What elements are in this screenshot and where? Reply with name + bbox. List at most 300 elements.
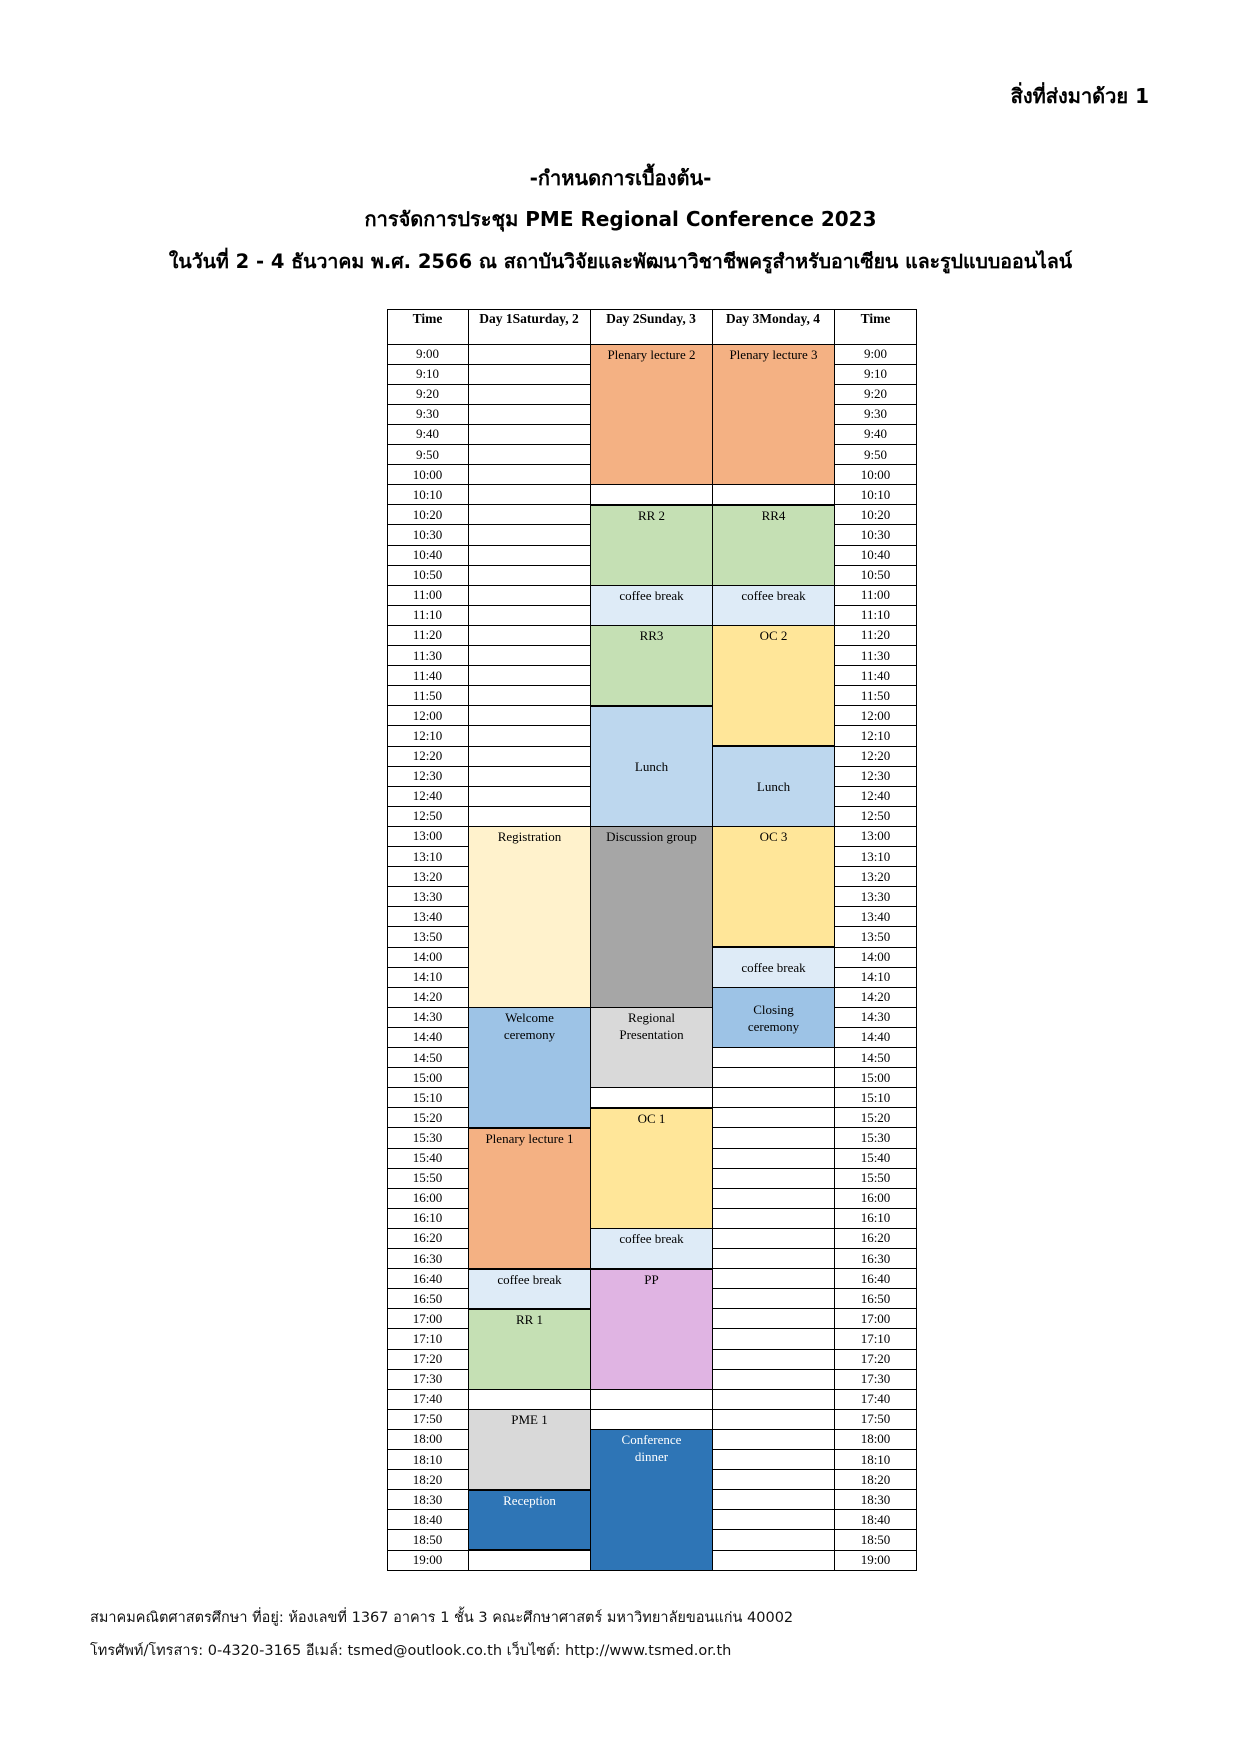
time-label: 14:10	[412, 969, 443, 985]
footer-contact: โทรศัพท์/โทรสาร: 0-4320-3165 อีเมล์: tsmed@outlook.co.th เว็บไซต์: http://www.tsmed.or.th	[90, 1643, 732, 1659]
time-cell-right	[834, 1550, 917, 1570]
time-cell-left	[387, 1429, 468, 1449]
event-label: coffee break	[619, 588, 684, 604]
time-cell-right	[834, 384, 917, 404]
time-label: 9:10	[863, 366, 888, 382]
time-label: 18:30	[412, 1491, 443, 1507]
time-cell-left	[387, 485, 468, 505]
time-label: 11:40	[860, 667, 891, 683]
time-label: 10:20	[860, 506, 891, 522]
time-label: 14:10	[860, 969, 891, 985]
event-label: ceremony	[747, 1018, 800, 1034]
time-label: 13:10	[412, 848, 443, 864]
time-cell-left	[387, 625, 468, 645]
time-label: 9:50	[863, 446, 888, 462]
time-cell-right	[834, 806, 917, 826]
time-cell-left	[387, 867, 468, 887]
header-time-left	[387, 309, 468, 344]
time-cell-right	[834, 1530, 917, 1550]
time-label: 17:10	[860, 1330, 891, 1346]
event-block	[712, 585, 835, 626]
time-cell-left	[387, 1369, 468, 1389]
footer	[90, 1602, 793, 1668]
time-cell-left	[387, 1108, 468, 1128]
time-label: 14:30	[412, 1009, 443, 1025]
time-cell-left	[387, 1490, 468, 1510]
time-label: 13:40	[860, 908, 891, 924]
time-cell-right	[834, 625, 917, 645]
event-label: Presentation	[619, 1027, 684, 1043]
time-label: 12:20	[860, 748, 891, 763]
time-label: 17:20	[860, 1351, 891, 1366]
time-label: 15:20	[860, 1109, 891, 1125]
event-label: Conference	[621, 1432, 682, 1448]
time-cell-left	[387, 746, 468, 766]
time-cell-right	[834, 847, 917, 867]
time-cell-right	[834, 1148, 917, 1168]
event-block	[712, 947, 835, 988]
time-cell-right	[834, 545, 917, 565]
time-label: 17:50	[412, 1411, 443, 1427]
time-cell-right	[834, 967, 917, 987]
time-label: 14:40	[412, 1029, 443, 1045]
time-cell-right	[834, 605, 917, 625]
time-label: 16:30	[412, 1250, 443, 1266]
time-label: 13:50	[860, 928, 891, 944]
time-cell-left	[387, 424, 468, 444]
time-label: 14:30	[860, 1009, 891, 1025]
event-label: coffee break	[619, 1231, 684, 1247]
time-label: 14:50	[412, 1049, 443, 1065]
time-cell-left	[387, 927, 468, 947]
time-label: 9:30	[415, 406, 440, 422]
time-label: 12:10	[412, 727, 443, 743]
event-label: Regional	[628, 1010, 675, 1026]
event-label: Plenary lecture 2	[607, 347, 696, 362]
time-cell-right	[834, 1510, 917, 1530]
time-cell-left	[387, 887, 468, 907]
time-cell-left	[387, 1550, 468, 1570]
time-label: 11:20	[860, 627, 891, 643]
time-label: 14:00	[860, 949, 891, 964]
time-label: 12:30	[412, 768, 443, 784]
time-cell-right	[834, 666, 917, 686]
time-label: 18:50	[860, 1531, 891, 1547]
time-label: 16:10	[860, 1210, 891, 1226]
time-cell-left	[387, 826, 468, 846]
event-block	[468, 826, 591, 1007]
time-label: 15:40	[412, 1150, 443, 1165]
time-label: 19:00	[860, 1552, 891, 1567]
footer-address: สมาคมคณิตศาสตรศึกษา ที่อยู่: ห้องเลขที่ 1367 อาคาร 1 ชั้น 3 คณะศึกษาศาสตร์ มหาวิทยาลัยขอนแก่น 40002	[90, 1610, 794, 1626]
event-label: PME 1	[511, 1412, 548, 1428]
event-block	[468, 1128, 591, 1269]
time-cell-left	[387, 1128, 468, 1148]
time-cell-right	[834, 887, 917, 907]
time-cell-left	[387, 384, 468, 404]
time-label: 17:30	[860, 1371, 891, 1387]
time-label: 9:20	[863, 386, 888, 402]
event-block	[468, 1269, 591, 1310]
time-label: 18:00	[412, 1431, 443, 1447]
header-day2-line: Sunday, 3	[639, 311, 696, 326]
time-label: 14:50	[860, 1049, 891, 1065]
event-label: coffee break	[741, 588, 806, 604]
time-label: 10:30	[412, 526, 443, 542]
event-label: PP	[644, 1271, 659, 1287]
time-cell-left	[387, 1168, 468, 1188]
time-cell-right	[834, 867, 917, 887]
time-cell-left	[387, 1208, 468, 1228]
time-cell-left	[387, 1510, 468, 1530]
time-cell-left	[387, 1088, 468, 1108]
time-cell-right	[834, 1309, 917, 1329]
time-label: 9:10	[415, 366, 440, 382]
time-label: 12:30	[860, 768, 891, 784]
time-label: 10:20	[412, 506, 443, 522]
time-label: 15:10	[412, 1089, 443, 1105]
time-label: 11:50	[412, 687, 443, 703]
event-label: Welcome	[505, 1010, 554, 1026]
time-label: 15:40	[860, 1150, 891, 1165]
time-cell-left	[387, 565, 468, 585]
time-cell-left	[387, 646, 468, 666]
time-label: 15:00	[412, 1069, 443, 1085]
time-cell-left	[387, 706, 468, 726]
time-cell-left	[387, 967, 468, 987]
event-block	[590, 505, 713, 586]
time-label: 17:00	[860, 1310, 891, 1326]
time-label: 11:30	[412, 647, 443, 663]
time-cell-right	[834, 1128, 917, 1148]
time-label: 17:50	[860, 1411, 891, 1427]
time-label: 17:00	[412, 1310, 443, 1326]
time-label: 17:30	[412, 1371, 443, 1387]
header-time-right	[834, 309, 917, 344]
time-label: 18:30	[860, 1491, 891, 1507]
time-label: 9:00	[863, 346, 888, 361]
time-cell-left	[387, 1007, 468, 1027]
time-cell-right	[834, 1249, 917, 1269]
time-cell-left	[387, 786, 468, 806]
time-cell-left	[387, 1349, 468, 1369]
time-label: 9:40	[415, 426, 440, 442]
time-cell-right	[834, 1369, 917, 1389]
time-label: 13:30	[860, 888, 891, 904]
time-cell-right	[834, 1329, 917, 1349]
attachment-label: สิ่งที่ส่งมาด้วย 1	[1010, 84, 1149, 108]
header-day1	[468, 309, 590, 344]
event-label: Plenary lecture 1	[485, 1130, 574, 1146]
time-cell-right	[834, 1349, 917, 1369]
event-label: Lunch	[756, 778, 791, 794]
time-cell-right	[834, 1208, 917, 1228]
time-label: 16:50	[860, 1290, 891, 1306]
time-label: 10:50	[412, 567, 443, 583]
event-label: Registration	[497, 829, 562, 845]
time-cell-left	[387, 1269, 468, 1289]
time-cell-left	[387, 1027, 468, 1047]
time-cell-right	[834, 505, 917, 525]
time-cell-right	[834, 465, 917, 485]
event-label: Lunch	[634, 758, 669, 774]
time-cell-left	[387, 947, 468, 967]
time-label: 16:20	[860, 1230, 891, 1246]
time-cell-left	[387, 806, 468, 826]
time-label: 12:50	[860, 808, 891, 824]
time-label: 17:40	[860, 1391, 891, 1407]
time-label: 16:00	[860, 1190, 891, 1206]
time-cell-left	[387, 1450, 468, 1470]
event-block	[468, 1309, 591, 1390]
event-block	[590, 826, 713, 1007]
time-cell-right	[834, 927, 917, 947]
time-label: 10:10	[860, 486, 891, 502]
header-day1-line: Day 1	[479, 311, 513, 326]
time-label: 12:20	[412, 748, 443, 763]
event-label: ceremony	[503, 1027, 556, 1043]
event-label: OC 2	[759, 628, 788, 644]
event-label: RR3	[639, 628, 664, 644]
event-block	[712, 344, 835, 485]
time-cell-left	[387, 1329, 468, 1349]
event-block	[590, 1228, 713, 1269]
time-label: 15:50	[860, 1170, 891, 1186]
header-day2	[590, 309, 712, 344]
time-label: 9:20	[415, 386, 440, 402]
time-label: 9:30	[863, 406, 888, 422]
time-cell-left	[387, 1249, 468, 1269]
time-cell-right	[834, 1027, 917, 1047]
time-label: 11:40	[412, 667, 443, 683]
time-cell-right	[834, 1269, 917, 1289]
time-label: 18:40	[860, 1511, 891, 1527]
time-cell-left	[387, 1048, 468, 1068]
time-label: 16:40	[412, 1270, 443, 1286]
time-cell-right	[834, 907, 917, 927]
time-label: 11:00	[860, 587, 891, 603]
time-cell-left	[387, 1389, 468, 1409]
time-label: 12:00	[412, 707, 443, 723]
time-label: 13:40	[412, 908, 443, 924]
time-label: 18:40	[412, 1511, 443, 1527]
time-cell-left	[387, 445, 468, 465]
time-label: 16:00	[412, 1190, 443, 1206]
time-label: 14:20	[860, 989, 891, 1005]
time-label: 11:10	[860, 607, 891, 623]
time-cell-left	[387, 344, 468, 364]
time-cell-right	[834, 1409, 917, 1429]
time-cell-right	[834, 1068, 917, 1088]
time-cell-right	[834, 1470, 917, 1490]
time-label: 13:00	[412, 828, 443, 844]
event-label: RR 1	[515, 1311, 544, 1327]
time-label: 15:10	[860, 1089, 891, 1105]
event-block	[590, 1007, 713, 1088]
time-label: 17:20	[412, 1351, 443, 1366]
time-label: 19:00	[412, 1552, 443, 1567]
time-label: 16:10	[412, 1210, 443, 1226]
header-time-label: Time	[412, 311, 443, 326]
time-label: 9:50	[415, 446, 440, 462]
time-label: 18:20	[412, 1471, 443, 1487]
event-block	[590, 585, 713, 626]
time-label: 12:00	[860, 707, 891, 723]
time-label: 15:30	[860, 1129, 891, 1145]
time-label: 15:50	[412, 1170, 443, 1186]
time-cell-right	[834, 565, 917, 585]
time-label: 13:30	[412, 888, 443, 904]
time-cell-left	[387, 666, 468, 686]
time-cell-left	[387, 1470, 468, 1490]
time-cell-left	[387, 1409, 468, 1429]
header-day3	[712, 309, 834, 344]
time-cell-right	[834, 585, 917, 605]
event-block	[712, 505, 835, 586]
time-label: 12:10	[860, 727, 891, 743]
time-label: 11:30	[860, 647, 891, 663]
time-label: 18:10	[860, 1451, 891, 1467]
header-day3-line: Day 3	[725, 311, 760, 326]
conference-date-venue: ในวันที่ 2 - 4 ธันวาคม พ.ศ. 2566 ณ สถาบันวิจัยและพัฒนาวิชาชีพครูสำหรับอาเซียน และรูปแบบออนไลน์	[168, 250, 1073, 273]
time-label: 17:40	[412, 1391, 443, 1407]
time-cell-right	[834, 766, 917, 786]
time-label: 16:20	[412, 1230, 443, 1246]
time-cell-left	[387, 766, 468, 786]
time-cell-left	[387, 987, 468, 1007]
event-block	[590, 706, 713, 827]
event-label: RR4	[761, 507, 786, 523]
time-cell-right	[834, 947, 917, 967]
time-cell-right	[834, 364, 917, 384]
time-cell-right	[834, 525, 917, 545]
time-label: 18:20	[860, 1471, 891, 1487]
time-label: 11:10	[412, 607, 443, 623]
event-label: Reception	[503, 1492, 556, 1508]
time-label: 16:50	[412, 1290, 443, 1306]
time-cell-right	[834, 1490, 917, 1510]
time-cell-right	[834, 1048, 917, 1068]
time-cell-right	[834, 726, 917, 746]
time-cell-left	[387, 686, 468, 706]
time-label: 9:00	[415, 346, 440, 361]
time-cell-right	[834, 404, 917, 424]
time-label: 14:00	[412, 949, 443, 964]
time-cell-right	[834, 1188, 917, 1208]
time-label: 17:10	[412, 1330, 443, 1346]
time-label: 13:10	[860, 848, 891, 864]
time-cell-left	[387, 847, 468, 867]
time-cell-left	[387, 505, 468, 525]
time-cell-right	[834, 786, 917, 806]
time-cell-right	[834, 1108, 917, 1128]
time-cell-left	[387, 726, 468, 746]
event-block	[712, 746, 835, 827]
event-block	[712, 625, 835, 746]
time-cell-left	[387, 605, 468, 625]
time-cell-left	[387, 364, 468, 384]
event-block	[590, 1269, 713, 1390]
time-cell-right	[834, 1228, 917, 1248]
time-cell-right	[834, 485, 917, 505]
time-cell-right	[834, 1088, 917, 1108]
time-label: 16:30	[860, 1250, 891, 1266]
time-label: 11:50	[860, 687, 891, 703]
event-block	[712, 987, 835, 1048]
header-day1-line: Saturday, 2	[512, 311, 579, 326]
time-label: 14:40	[860, 1029, 891, 1045]
time-cell-right	[834, 826, 917, 846]
time-cell-right	[834, 646, 917, 666]
time-cell-left	[387, 1188, 468, 1208]
event-label: coffee break	[497, 1271, 562, 1287]
time-label: 18:50	[412, 1531, 443, 1547]
time-label: 10:10	[412, 486, 443, 502]
event-label: Discussion group	[606, 829, 697, 845]
time-label: 14:20	[412, 989, 443, 1005]
time-cell-left	[387, 525, 468, 545]
event-block	[468, 1007, 591, 1128]
time-cell-right	[834, 445, 917, 465]
time-label: 11:00	[412, 587, 443, 603]
time-label: 15:20	[412, 1109, 443, 1125]
time-label: 11:20	[412, 627, 443, 643]
time-label: 10:50	[860, 567, 891, 583]
time-label: 15:00	[860, 1069, 891, 1085]
time-label: 13:50	[412, 928, 443, 944]
time-cell-right	[834, 344, 917, 364]
event-label: Closing	[753, 1001, 794, 1017]
time-cell-right	[834, 1429, 917, 1449]
event-label: OC 3	[759, 829, 788, 845]
conference-name: การจัดการประชุม PME Regional Conference 2023	[364, 207, 877, 231]
time-cell-right	[834, 987, 917, 1007]
time-cell-right	[834, 1289, 917, 1309]
time-cell-right	[834, 424, 917, 444]
event-block	[590, 1108, 713, 1229]
event-block	[468, 1490, 591, 1551]
time-label: 10:40	[860, 547, 891, 562]
time-cell-right	[834, 706, 917, 726]
time-label: 10:00	[860, 466, 891, 482]
event-block	[590, 344, 713, 485]
event-label: dinner	[634, 1449, 669, 1465]
time-label: 13:00	[860, 828, 891, 844]
schedule-table	[387, 309, 917, 1568]
time-label: 10:30	[860, 526, 891, 542]
time-cell-left	[387, 1228, 468, 1248]
time-label: 18:10	[412, 1451, 443, 1467]
time-cell-left	[387, 1309, 468, 1329]
time-label: 10:40	[412, 547, 443, 562]
time-cell-right	[834, 746, 917, 766]
time-label: 16:40	[860, 1270, 891, 1286]
document-title: -กำหนดการเบื้องต้น-	[529, 166, 712, 190]
time-cell-left	[387, 1068, 468, 1088]
time-cell-left	[387, 1148, 468, 1168]
header-day2-line: Day 2	[606, 311, 640, 326]
event-label: coffee break	[741, 959, 806, 975]
time-cell-left	[387, 545, 468, 565]
event-block	[468, 1409, 591, 1490]
time-cell-right	[834, 686, 917, 706]
event-label: RR 2	[637, 507, 666, 523]
time-label: 12:50	[412, 808, 443, 824]
event-block	[590, 1429, 713, 1570]
time-cell-right	[834, 1389, 917, 1409]
event-label: OC 1	[637, 1110, 666, 1126]
time-cell-right	[834, 1007, 917, 1027]
